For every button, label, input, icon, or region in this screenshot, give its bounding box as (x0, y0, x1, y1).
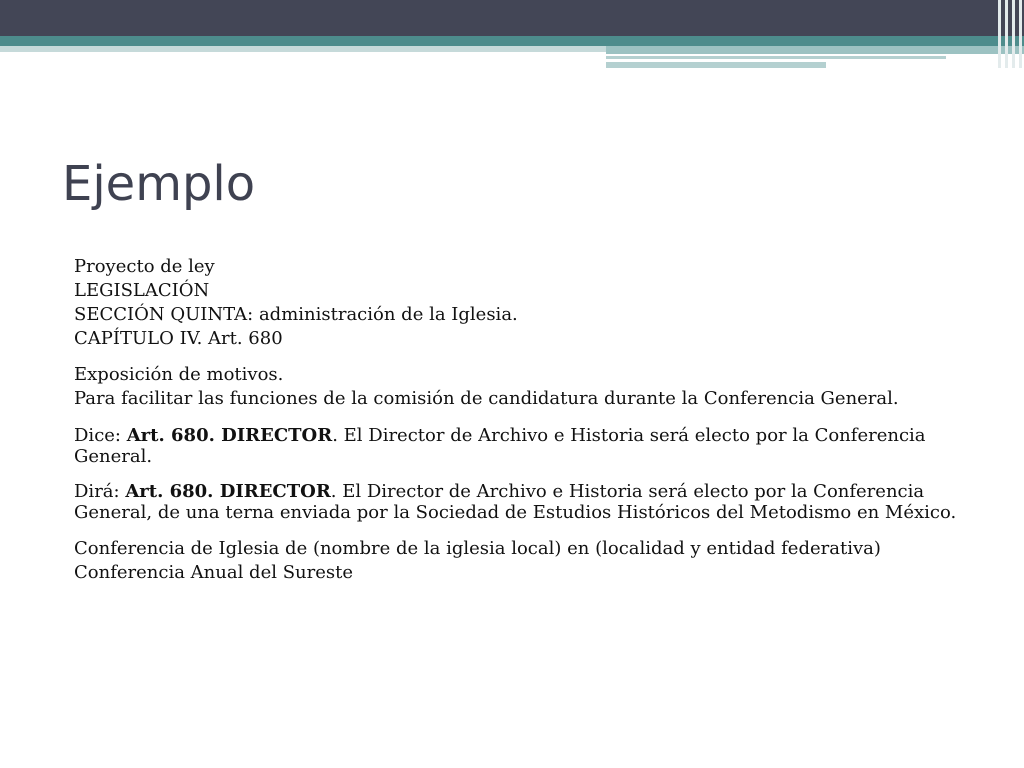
header-bar-light (606, 56, 946, 59)
dira-paragraph (74, 481, 964, 523)
line-conferencia-iglesia: Conferencia de Iglesia de (nombre de la iglesia local) en (localidad y entidad federativa) (74, 538, 881, 559)
header-bar-light (0, 46, 606, 52)
line-facilitar: Para facilitar las funciones de la comisión de candidatura durante la Conferencia General. (74, 388, 899, 409)
line-exposicion: Exposición de motivos. (74, 364, 284, 385)
line-capitulo: CAPÍTULO IV. Art. 680 (74, 328, 283, 349)
dice-text: . El Director de Archivo e Historia será electo por la Conferencia General. (74, 425, 926, 467)
header-stripes (994, 0, 1024, 68)
dice-article: Art. 680. DIRECTOR (126, 425, 333, 446)
header-bar-light (606, 46, 1024, 54)
slide-title: Ejemplo (62, 156, 256, 212)
line-proyecto: Proyecto de ley (74, 256, 215, 277)
header-bar-teal (0, 36, 1024, 46)
dira-text: . El Director de Archivo e Historia será electo por la Conferencia General, de una terna enviada por la Sociedad de Estudios Históricos del Metodismo en México. (74, 481, 957, 523)
slide-body (74, 255, 964, 585)
header-bar-light (606, 62, 826, 68)
line-legislacion: LEGISLACIÓN (74, 280, 210, 301)
line-conferencia-anual: Conferencia Anual del Sureste (74, 562, 354, 583)
dice-prefix: Dice: (74, 425, 127, 446)
dira-article: Art. 680. DIRECTOR (125, 481, 331, 502)
header-bar-dark (0, 0, 1024, 36)
line-seccion: SECCIÓN QUINTA: administración de la Iglesia. (74, 304, 518, 325)
dice-paragraph (74, 425, 964, 467)
dira-prefix: Dirá: (74, 481, 126, 502)
